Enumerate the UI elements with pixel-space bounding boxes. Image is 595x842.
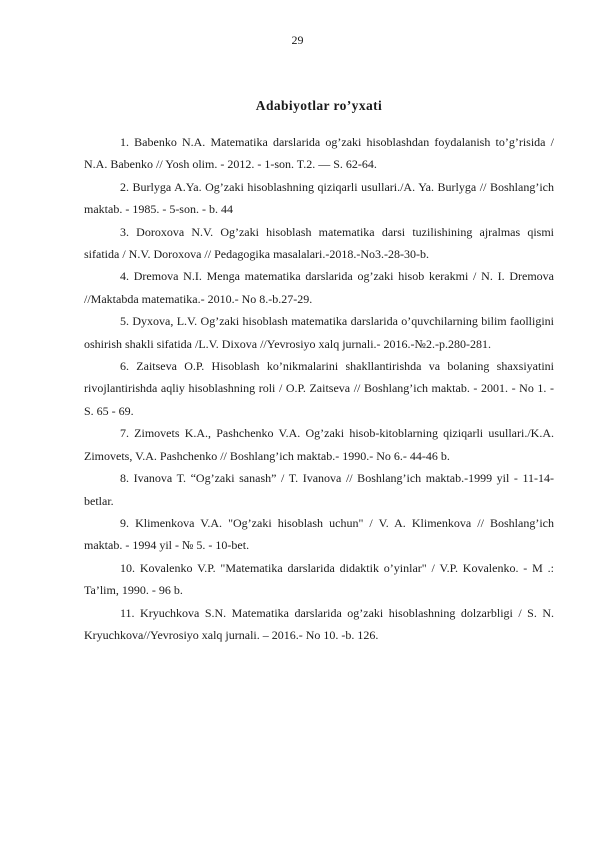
page-title: Adabiyotlar ro’yxati: [255, 98, 383, 113]
reference-item: 6. Zaitseva O.P. Hisoblash ko’nikmalarini shakllantirishda va bolaning shaxsiyatini rivojlantirishda aqliy hisoblashning roli / O.P. Zaitseva // Boshlang’ich maktab. - 2001. - No 1. - S. 65 - 69.: [84, 359, 554, 418]
reference-list: [84, 131, 554, 646]
reference-item: 7. Zimovets K.A., Pashchenko V.A. Og’zaki hisob-kitoblarning qiziqarli usullari./K.A. Zimovets, V.A. Pashchenko // Boshlang’ich maktab.- 1990.- No 6.- 44-46 b.: [84, 426, 554, 463]
reference-item: 11. Kryuchkova S.N. Matematika darslarida og’zaki hisoblashning dolzarbligi / S. N. Kryuchkova//Yevrosiyo xalq jurnali. – 2016.- No 10. -b. 126.: [84, 605, 554, 642]
reference-item: 9. Klimenkova V.A. "Og’zaki hisoblash uchun" / V. A. Klimenkova // Boshlang’ich maktab. - 1994 yil - № 5. - 10-bet.: [84, 515, 554, 553]
page-number: 29: [291, 33, 304, 47]
reference-item: 2. Burlyga A.Ya. Og’zaki hisoblashning qiziqarli usullari./A. Ya. Burlyga // Boshlang’ich maktab. - 1985. - 5-son. - b. 44: [84, 179, 554, 217]
reference-item: 5. Dyxova, L.V. Og’zaki hisoblash matematika darslarida o’quvchilarning bilim faolligini oshirish shakli sifatida /L.V. Dixova //Yevrosiyo xalq jurnali.- 2016.-№2.-p.280-281.: [84, 314, 554, 351]
reference-item: 3. Doroxova N.V. Og’zaki hisoblash matematika darsi tuzilishining ajralmas qismi sifatida / N.V. Doroxova // Pedagogika masalalari.-2018.-No3.-28-30-b.: [84, 224, 554, 262]
reference-item: 4. Dremova N.I. Menga matematika darslarida og’zaki hisob kerakmi / N. I. Dremova //Maktabda matematika.- 2010.- No 8.-b.27-29.: [84, 269, 554, 306]
reference-item: 8. Ivanova T. “Og’zaki sanash” / T. Ivanova // Boshlang’ich maktab.-1999 yil - 11-14-betlar.: [84, 471, 554, 508]
reference-item: 1. Babenko N.A. Matematika darslarida og’zaki hisoblashdan foydalanish to’g’risida / N.A. Babenko // Yosh olim. - 2012. - 1-son. T.2. — S. 62-64.: [84, 135, 554, 172]
reference-item: 10. Kovalenko V.P. "Matematika darslarida didaktik o’yinlar" / V.P. Kovalenko. - M .: Ta’lim, 1990. - 96 b.: [84, 560, 554, 598]
